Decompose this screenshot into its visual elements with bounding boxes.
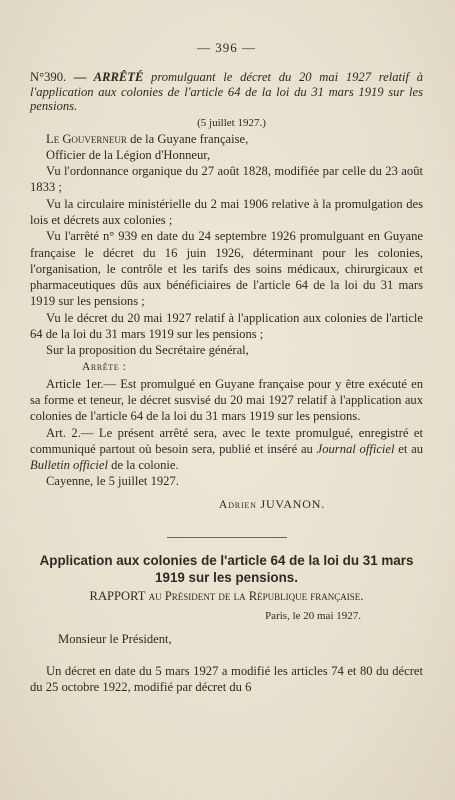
- report-recipient: au Président de la République française.: [145, 588, 364, 603]
- article-1: Article 1er.— Est promulgué en Guyane française pour y être exécuté en sa forme et teneur, le décret susvisé du 20 mai 1927 relatif à l'application aux colonies de l'article 64 de la loi du 31 mars 1919 sur les pensions.: [30, 376, 423, 424]
- vu-paragraph-4: Vu le décret du 20 mai 1927 relatif à l'application aux colonies de l'article 64 de la loi du 31 mars 1919 sur les pensions ;: [30, 310, 423, 342]
- report-label: RAPPORT: [89, 588, 146, 603]
- vu-paragraph-2: Vu la circulaire ministérielle du 2 mai 1906 relative à la promulgation des lois et décrets aux colonies ;: [30, 196, 423, 227]
- article-2-text-b: et au: [394, 441, 423, 456]
- report-title: Application aux colonies de l'article 64 de la loi du 31 mars 1919 sur les pensions.: [39, 552, 414, 585]
- proposal-line: Sur la proposition du Secrétaire général,: [46, 343, 249, 358]
- report-greeting: Monsieur le Président,: [58, 631, 172, 646]
- decree-heading-text: promulguant le décret du 20 mai 1927 relatif à l'application aux colonies de l'article 64 de la loi du 31 mars 1919 sur les pensions.: [30, 70, 423, 113]
- decree-date: (5 juillet 1927.): [197, 116, 266, 129]
- arrete-label: Arrête :: [82, 360, 127, 373]
- officer-line: Officier de la Légion d'Honneur,: [46, 147, 211, 162]
- report-place-date: Paris, le 20 mai 1927.: [265, 609, 361, 622]
- report-body: Un décret en date du 5 mars 1927 a modifié les articles 74 et 80 du décret du 25 octobre 1922, modifié par décret du 6: [30, 663, 423, 695]
- governor-rest: de la Guyane française,: [126, 131, 249, 146]
- decree-number: N°390.: [30, 70, 67, 84]
- place-date: Cayenne, le 5 juillet 1927.: [46, 474, 179, 489]
- vu-paragraph-1: Vu l'ordonnance organique du 27 août 1828, modifiée par celle du 23 août 1833 ;: [30, 164, 423, 195]
- decree-heading: [30, 70, 423, 114]
- report-subtitle: [30, 588, 423, 604]
- journal-officiel: Journal officiel: [316, 441, 395, 456]
- decree-heading-bold: — ARRÊTÉ: [66, 70, 144, 84]
- article-2-text-a: Art. 2.— Le présent arrêté sera, avec le texte promulgué, enregistré et communiqué partout où besoin sera, publié et inséré au: [30, 425, 423, 456]
- bulletin-officiel: Bulletin officiel: [30, 458, 108, 473]
- governor-line: [30, 131, 423, 147]
- signature: Adrien JUVANON.: [218, 496, 325, 511]
- article-2-text-c: de la colonie.: [108, 458, 179, 473]
- article-2: [30, 425, 423, 474]
- section-divider: [167, 537, 287, 538]
- vu-paragraph-3: Vu l'arrêté n° 939 en date du 24 septembre 1926 promulguant en Guyane française le décret du 16 juin 1926, déterminant pour les colonies, l'organisation, le contrôle et les tarifs des soins médicaux, chirurgicaux et pharmaceutiques dûs aux bénéficiaires de l'article 64 de la loi du 31 mars 1919 sur les pensions ;: [30, 229, 423, 309]
- page-number: — 396 —: [197, 40, 256, 55]
- governor-title: Le Gouverneur: [46, 131, 127, 146]
